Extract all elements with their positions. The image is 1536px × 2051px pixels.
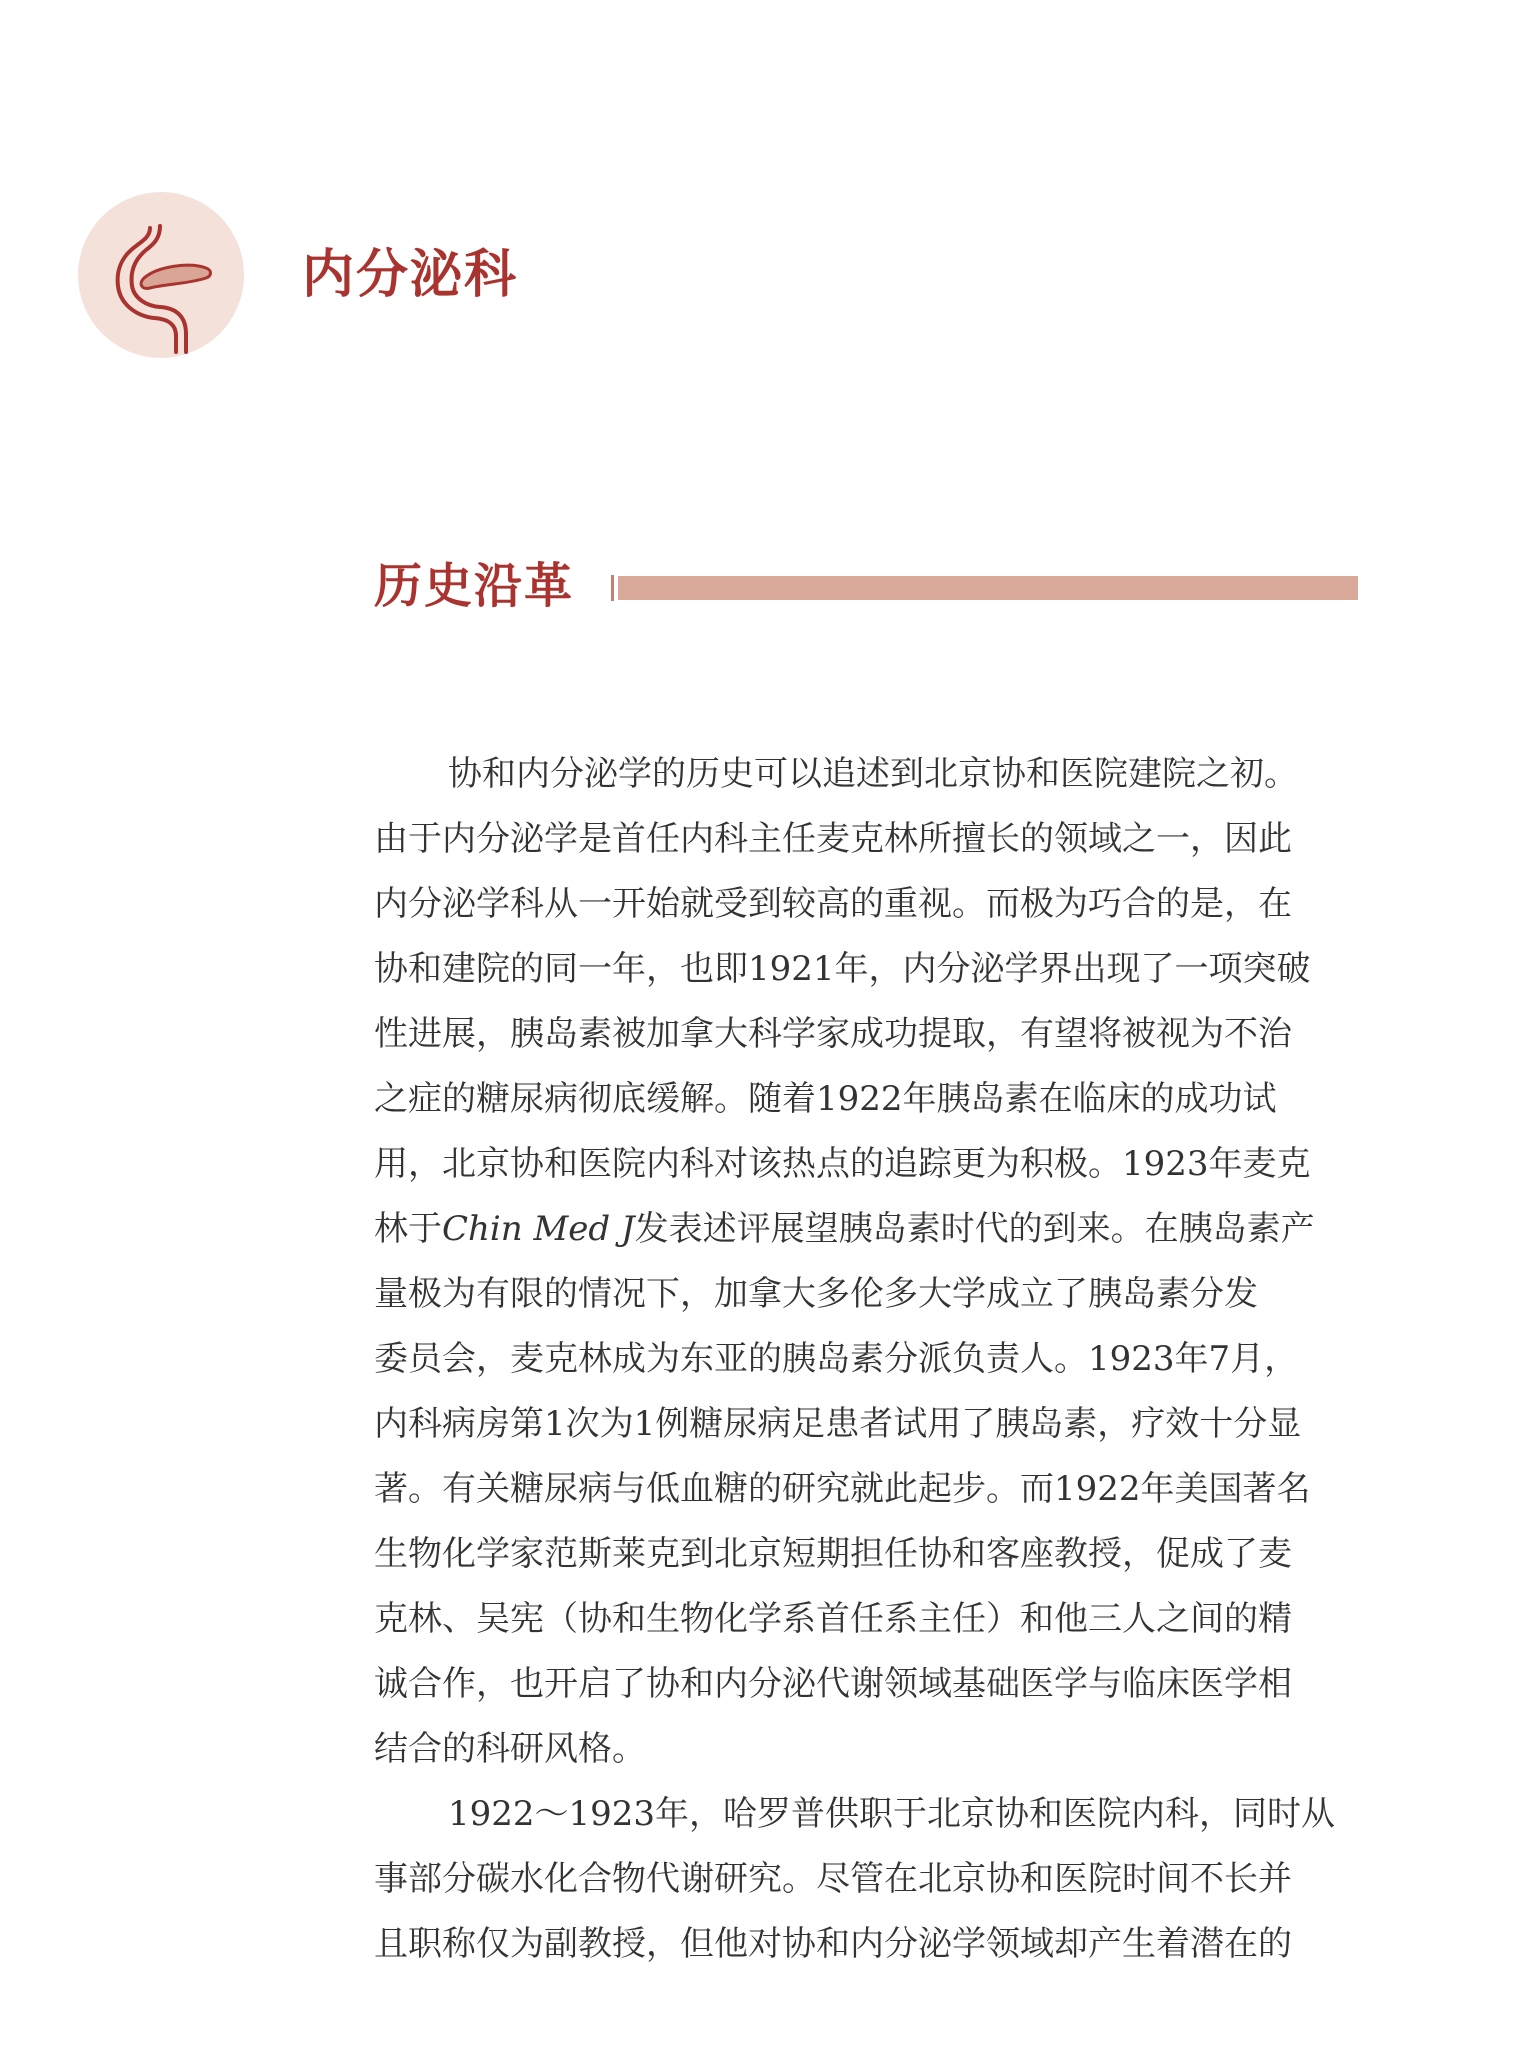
text-line <box>300 1197 1360 1262</box>
text-line: 事部分碳水化合物代谢研究。尽管在北京协和医院时间不长并 <box>374 1859 1292 1899</box>
pancreas-icon <box>78 192 244 358</box>
text-line: 克林、吴宪（协和生物化学系首任系主任）和他三人之间的精 <box>374 1599 1292 1639</box>
text-line: 内科病房第1次为1例糖尿病足患者试用了胰岛素，疗效十分显 <box>374 1404 1302 1444</box>
text-line: 生物化学家范斯莱克到北京短期担任协和客座教授，促成了麦 <box>374 1534 1292 1574</box>
text-fragment: 发表述评展望胰岛素时代的到来。在胰岛素产 <box>634 1209 1315 1249</box>
text-line: 性进展，胰岛素被加拿大科学家成功提取，有望将被视为不治 <box>374 1014 1292 1054</box>
paragraph-2 <box>374 1782 1360 1977</box>
paragraph-1 <box>374 742 1360 1782</box>
text-line: 诚合作，也开启了协和内分泌代谢领域基础医学与临床医学相 <box>374 1664 1292 1704</box>
text-line: 著。有关糖尿病与低血糖的研究就此起步。而1922年美国著名 <box>374 1469 1311 1509</box>
text-fragment: 林于 <box>374 1209 442 1249</box>
text-line: 协和内分泌学的历史可以追述到北京协和医院建院之初。 <box>448 754 1298 794</box>
section-tick <box>611 575 614 601</box>
body-text <box>374 742 1360 1977</box>
text-line: 之症的糖尿病彻底缓解。随着1922年胰岛素在临床的成功试 <box>374 1079 1277 1119</box>
section-title: 历史沿革 <box>374 558 575 614</box>
journal-name: Chin Med J <box>442 1209 635 1249</box>
section-rule <box>618 576 1358 600</box>
text-line: 1922～1923年，哈罗普供职于北京协和医院内科，同时从 <box>448 1794 1336 1834</box>
department-emblem <box>78 192 244 358</box>
text-line: 委员会，麦克林成为东亚的胰岛素分派负责人。1923年7月， <box>374 1339 1299 1379</box>
text-line: 协和建院的同一年，也即1921年，内分泌学界出现了一项突破 <box>374 949 1311 989</box>
text-line: 结合的科研风格。 <box>374 1729 646 1769</box>
text-line: 由于内分泌学是首任内科主任麦克林所擅长的领域之一，因此 <box>374 819 1292 859</box>
department-title: 内分泌科 <box>302 244 519 305</box>
text-line: 且职称仅为副教授，但他对协和内分泌学领域却产生着潜在的 <box>374 1924 1292 1964</box>
text-line: 用，北京协和医院内科对该热点的追踪更为积极。1923年麦克 <box>374 1144 1311 1184</box>
text-line: 量极为有限的情况下，加拿大多伦多大学成立了胰岛素分发 <box>374 1274 1258 1314</box>
text-line: 内分泌学科从一开始就受到较高的重视。而极为巧合的是，在 <box>374 884 1292 924</box>
